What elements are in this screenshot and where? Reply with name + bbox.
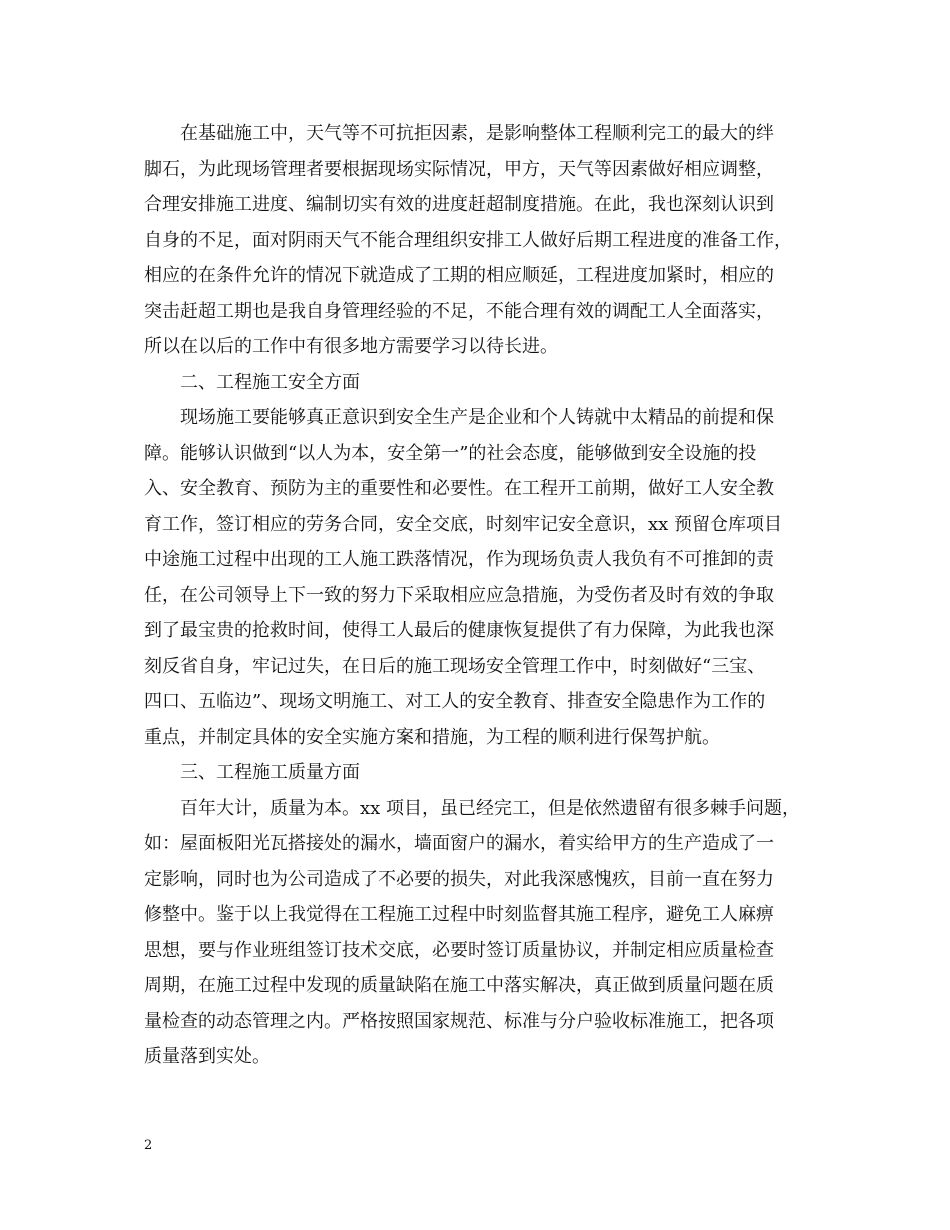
text-line: 现场施工要能够真正意识到安全生产是企业和个人铸就中太精品的前提和保 — [180, 407, 774, 428]
text-line: 周期，在施工过程中发现的质量缺陷在施工中落实解决，真正做到质量问题在质 — [144, 975, 774, 996]
text-line: 如：屋面板阳光瓦搭接处的漏水，墙面窗户的漏水，着实给甲方的生产造成了一 — [144, 833, 774, 854]
section-heading-safety: 二、工程施工安全方面 — [180, 371, 360, 393]
text-line: 到了最宝贵的抢救时间，使得工人最后的健康恢复提供了有力保障，为此我也深 — [144, 620, 774, 641]
text-line: 相应的在条件允许的情况下就造成了工期的相应顺延，工程进度加紧时，相应的 — [144, 265, 774, 286]
text-line: 重点，并制定具体的安全实施方案和措施，为工程的顺利进行保驾护航。 — [144, 726, 720, 748]
text-line: 任，在公司领导上下一致的努力下采取相应应急措施，为受伤者及时有效的争取 — [144, 584, 774, 606]
text-line: 思想，要与作业班组签订技术交底，必要时签订质量协议，并制定相应质量检查 — [144, 939, 774, 961]
text-line: 百年大计，质量为本。xx 项目，虽已经完工，但是依然遗留有很多棘手问题， — [180, 797, 801, 819]
text-line: 刻反省自身，牢记过失，在日后的施工现场安全管理工作中，时刻做好“三宝、 — [144, 655, 766, 677]
text-line: 定影响，同时也为公司造成了不必要的损失，对此我深感愧疚，目前一直在努力 — [144, 868, 774, 890]
text-line: 自身的不足，面对阴雨天气不能合理组织安排工人做好后期工程进度的准备工作， — [144, 229, 792, 251]
document-body — [144, 116, 810, 1075]
text-line: 量检查的动态管理之内。严格按照国家规范、标准与分户验收标准施工，把各项 — [144, 1010, 774, 1032]
text-line: 在基础施工中，天气等不可抗拒因素，是影响整体工程顺利完工的最大的绊 — [180, 123, 774, 144]
text-line: 合理安排施工进度、编制切实有效的进度赶超制度措施。在此，我也深刻认识到 — [144, 194, 774, 215]
text-line: 中途施工过程中出现的工人施工跌落情况，作为现场负责人我负有不可推卸的责 — [144, 549, 774, 570]
text-line: 障。能够认识做到“以人为本，安全第一”的社会态度，能够做到安全设施的投 — [144, 442, 757, 464]
text-line: 修整中。鉴于以上我觉得在工程施工过程中时刻监督其施工程序，避免工人麻痹 — [144, 904, 774, 925]
text-line: 四口、五临边”、现场文明施工、对工人的安全教育、排查安全隐患作为工作的 — [144, 691, 766, 712]
text-line: 入、安全教育、预防为主的重要性和必要性。在工程开工前期，做好工人安全教 — [144, 478, 774, 499]
text-line: 突击赶超工期也是我自身管理经验的不足，不能合理有效的调配工人全面落实， — [144, 300, 774, 322]
section-heading-quality: 三、工程施工质量方面 — [180, 762, 360, 783]
page-number: 2 — [144, 1138, 153, 1153]
text-line: 所以在以后的工作中有很多地方需要学习以待长进。 — [144, 336, 558, 357]
text-line: 质量落到实处。 — [144, 1046, 270, 1067]
text-line: 育工作，签订相应的劳务合同，安全交底，时刻牢记安全意识，xx 预留仓库项目 — [144, 513, 783, 535]
text-line: 脚石，为此现场管理者要根据现场实际情况，甲方，天气等因素做好相应调整， — [144, 158, 774, 180]
